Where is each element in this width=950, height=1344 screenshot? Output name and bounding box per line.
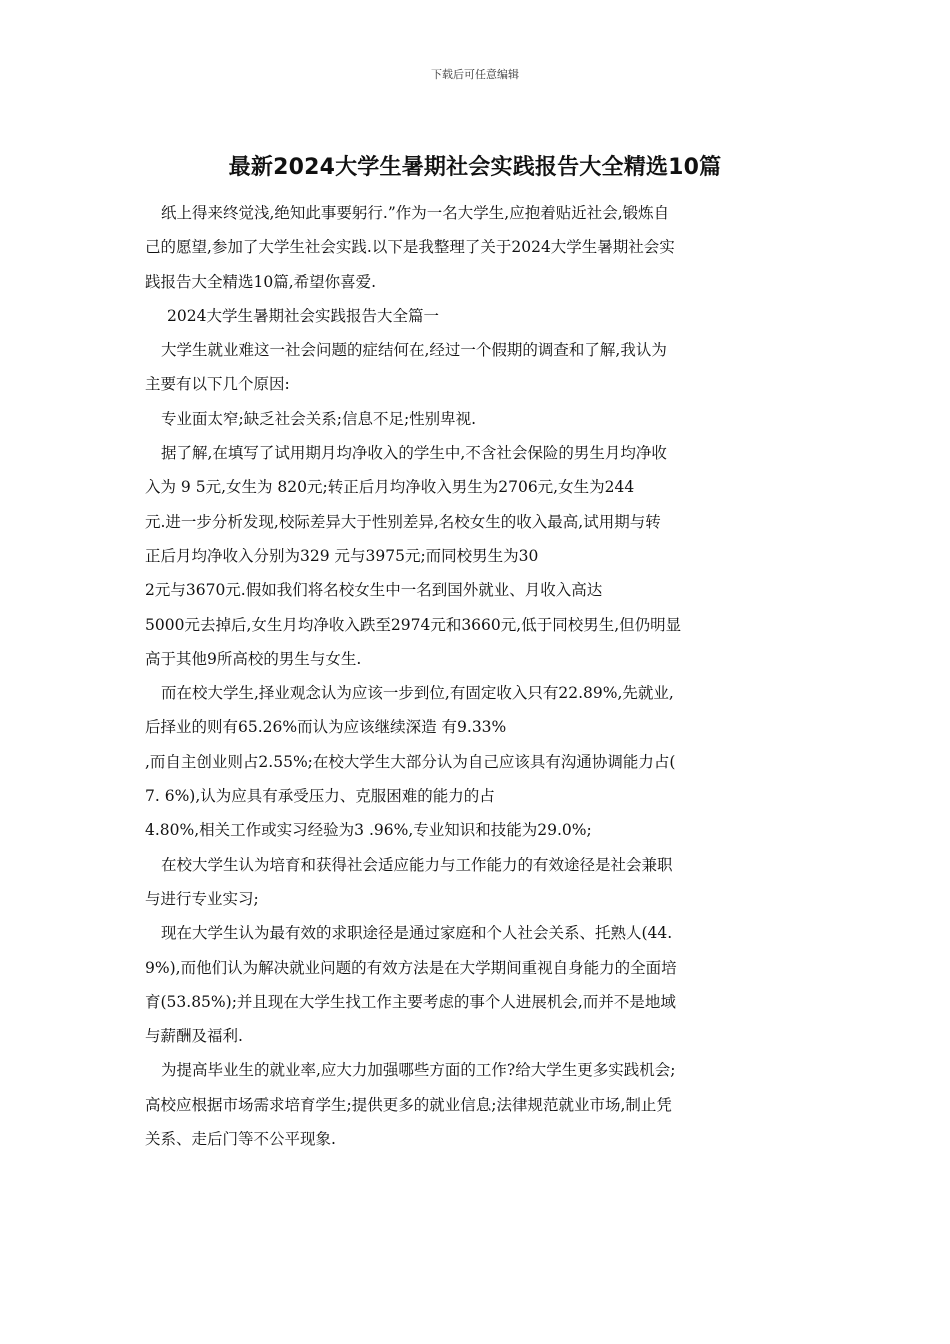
body-line: 大学生就业难这一社会问题的症结何在,经过一个假期的调查和了解,我认为 <box>161 341 667 360</box>
document-title: 最新2024大学生暑期社会实践报告大全精选10篇 <box>228 155 722 180</box>
body-line: 现在大学生认为最有效的求职途径是通过家庭和个人社会关系、托熟人(44. <box>161 924 673 943</box>
body-line: 高于其他9所高校的男生与女生. <box>145 649 362 668</box>
body-line: 主要有以下几个原因: <box>145 375 290 394</box>
body-line: 7. 6%),认为应具有承受压力、克服困难的能力的占 <box>145 787 495 806</box>
body-line: 专业面太窄;缺乏社会关系;信息不足;性别卑视. <box>161 409 477 428</box>
body-line: 育(53.85%);并且现在大学生找工作主要考虑的事个人进展机会,而并不是地域 <box>145 992 676 1011</box>
body-line: 入为 9 5元,女生为 820元;转正后月均净收入男生为2706元,女生为244 <box>145 478 635 497</box>
body-line: 关系、走后门等不公平现象. <box>145 1130 336 1149</box>
document-body <box>145 196 815 1156</box>
header-note: 下载后可任意编辑 <box>431 68 519 81</box>
body-line: 后择业的则有65.26%而认为应该继续深造 有9.33% <box>145 718 507 737</box>
body-line: 2元与3670元.假如我们将名校女生中一名到国外就业、月收入高达 <box>145 581 603 600</box>
body-line: 4.80%,相关工作或实习经验为3 .96%,专业知识和技能为29.0%; <box>145 821 592 840</box>
body-line: 而在校大学生,择业观念认为应该一步到位,有固定收入只有22.89%,先就业, <box>161 684 674 703</box>
body-line: 据了解,在填写了试用期月均净收入的学生中,不含社会保险的男生月均净收 <box>161 444 667 463</box>
body-line: 与进行专业实习; <box>145 889 259 908</box>
body-line: 己的愿望,参加了大学生社会实践.以下是我整理了关于2024大学生暑期社会实 <box>145 238 675 257</box>
body-line: 5000元去掉后,女生月均净收入跌至2974元和3660元,低于同校男生,但仍明显 <box>145 615 682 634</box>
body-line: 高校应根据市场需求培育学生;提供更多的就业信息;法律规范就业市场,制止凭 <box>145 1095 672 1114</box>
body-line: 9%),而他们认为解决就业问题的有效方法是在大学期间重视自身能力的全面培 <box>145 958 677 977</box>
body-line: 在校大学生认为培育和获得社会适应能力与工作能力的有效途径是社会兼职 <box>161 855 673 874</box>
body-line: 正后月均净收入分别为329 元与3975元;而同校男生为30 <box>145 546 539 565</box>
body-line: 践报告大全精选10篇,希望你喜爱. <box>145 272 377 291</box>
body-line: 元.进一步分析发现,校际差异大于性别差异,名校女生的收入最高,试用期与转 <box>145 512 661 531</box>
section-heading: 2024大学生暑期社会实践报告大全篇一 <box>167 306 439 325</box>
body-line: 为提高毕业生的就业率,应大力加强哪些方面的工作?给大学生更多实践机会; <box>161 1061 676 1080</box>
body-line: 与薪酬及福利. <box>145 1027 243 1046</box>
body-line: ,而自主创业则占2.55%;在校大学生大部分认为自己应该具有沟通协调能力占( <box>145 752 676 771</box>
body-line: 纸上得来终觉浅,绝知此事要躬行.”作为一名大学生,应抱着贴近社会,锻炼自 <box>161 204 670 222</box>
